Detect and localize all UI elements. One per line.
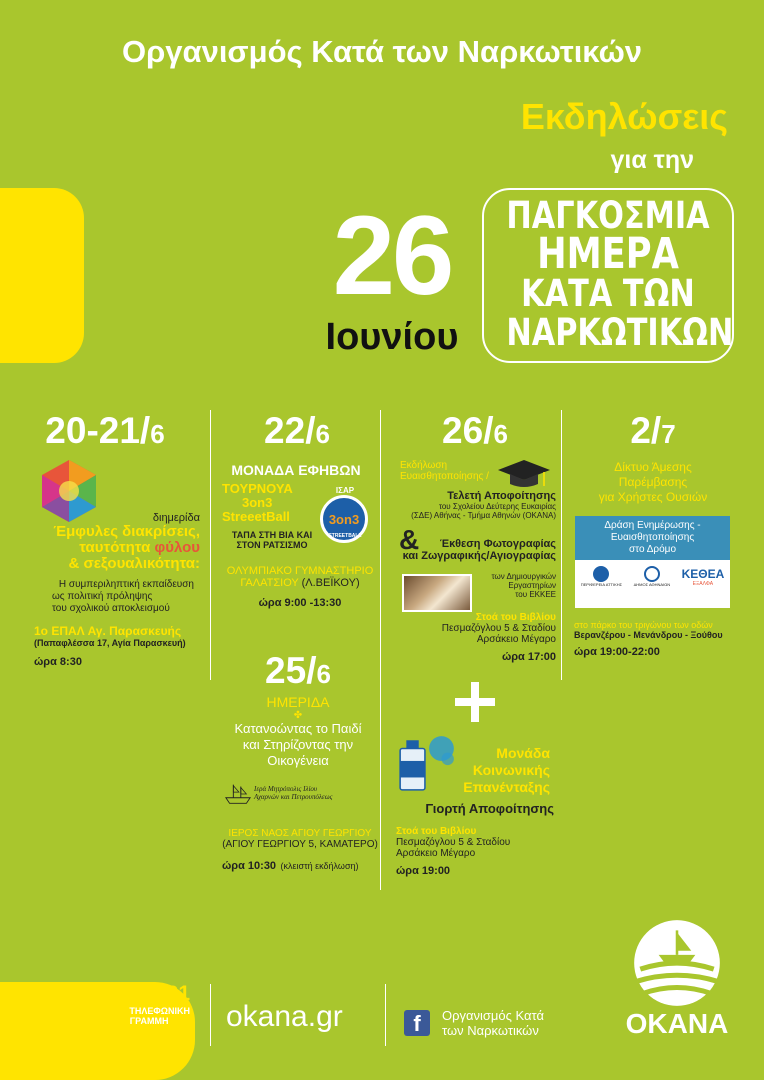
teen-unit-label: ΜΟΝΑΔΑ ΕΦΗΒΩΝ xyxy=(231,462,361,478)
facebook-page-name[interactable] xyxy=(442,1008,562,1038)
desc-line: ως πολιτική πρόληψης xyxy=(52,591,153,602)
graduation-party: Γιορτή Αποφοίτησης xyxy=(425,801,554,816)
venue-name: Στοά του Βιβλίου xyxy=(475,612,556,623)
event-type: Ευαισθητοποίησης / xyxy=(400,471,489,482)
venue-name: ΙΕΡΟΣ ΝΑΟΣ ΑΓΙΟΥ ΓΕΩΡΓΙΟΥ xyxy=(228,828,372,839)
seminar-title-line: Οικογένεια xyxy=(267,753,329,768)
slogan-line: ΣΤΟΝ ΡΑΤΣΙΣΜΟ xyxy=(236,540,308,550)
column-divider xyxy=(210,702,211,878)
action-banner xyxy=(575,516,730,560)
desc-line: Η συμπεριληπτική εκπαίδευση xyxy=(58,579,194,590)
events-heading: Εκδηλώσεις xyxy=(520,96,728,137)
event-1-details xyxy=(20,512,200,572)
event-time: ώρα 8:30 xyxy=(34,656,82,668)
world-day-box xyxy=(482,188,734,363)
column-divider xyxy=(210,410,211,680)
event-column-1 xyxy=(30,410,206,452)
event-time: ώρα 17:00 xyxy=(501,651,556,663)
region-logo xyxy=(581,566,622,587)
event-time: ώρα 9:00 -13:30 xyxy=(258,597,342,609)
network-title xyxy=(572,460,734,505)
event-1-desc xyxy=(8,579,198,615)
okana-brand: ΟΚΑΝΑ xyxy=(625,1008,729,1039)
venue-name: Στοά του Βιβλίου xyxy=(396,826,477,837)
partner-logos xyxy=(575,560,730,587)
workshop-line: του ΕΚΚΕΕ xyxy=(515,590,556,599)
ampersand-symbol: & xyxy=(399,524,420,555)
network-line: Παρέμβασης xyxy=(618,475,688,489)
hotline-label: ΓΡΑΜΜΗ SOS xyxy=(129,1016,190,1026)
event-column-2 xyxy=(222,410,372,452)
tournament-line: StreeetBall xyxy=(222,509,290,524)
event-type: διημερίδα xyxy=(152,512,200,524)
workshop-line: Εργαστηρίων xyxy=(508,581,556,590)
kethea-text: ΚΕΘΕΑ xyxy=(681,566,725,581)
sos-hotline xyxy=(104,982,190,1026)
event-date: 20-21/6 xyxy=(45,410,165,451)
event-column-2b xyxy=(218,650,378,769)
event-date: 22/6 xyxy=(264,410,330,451)
network-line: Δίκτυο Άμεσης xyxy=(614,460,692,474)
column-divider xyxy=(561,410,562,680)
event-date: 2/7 xyxy=(630,410,676,451)
reintegration-unit xyxy=(440,745,550,796)
desc-line: του σχολικού αποκλεισμού xyxy=(52,603,170,614)
facebook-line: Οργανισμός Κατά xyxy=(442,1008,545,1023)
logo-text-line: Ιερά Μητρόπολις Ιλίου xyxy=(254,785,318,793)
action-line: στο Δρόμο xyxy=(628,544,677,555)
event-2-venue xyxy=(220,565,380,609)
website-link[interactable]: okana.gr xyxy=(226,1000,343,1033)
region-emblem-icon xyxy=(593,566,609,582)
workshop-line: των Δημιουργικών xyxy=(491,572,556,581)
world-day-line: ΚΑΤΑ ΤΩΝ xyxy=(521,272,695,315)
venue-name: ΟΛΥΜΠΙΑΚΟ ΓΥΜΝΑΣΤΗΡΙΟ xyxy=(226,565,374,577)
facebook-icon[interactable]: f xyxy=(404,1010,430,1036)
unit-line: Κοινωνικής xyxy=(472,762,550,778)
athens-emblem-icon xyxy=(644,566,660,582)
event-2b-venue xyxy=(218,828,382,874)
school-line: του Σχολείου Δεύτερης Ευκαιρίας xyxy=(438,502,556,511)
event-4-venue xyxy=(574,620,734,658)
ship-icon xyxy=(224,782,252,806)
exhibition-photo xyxy=(402,574,472,612)
kethea-logo xyxy=(682,567,725,587)
big-day-number: 26 xyxy=(332,193,452,318)
venue-address: Αρσάκειο Μέγαρο xyxy=(476,634,556,645)
column-divider xyxy=(380,410,381,890)
graduation-cap-icon xyxy=(496,458,552,492)
venue-place: στο πάρκο του τριγώνου των οδών xyxy=(574,620,713,630)
badge-bottom-text: STREETBALL xyxy=(328,533,362,539)
event-type: Εκδήλωση xyxy=(400,460,448,471)
event-time: ώρα 19:00-22:00 xyxy=(574,646,660,658)
venue-address: Αρσάκειο Μέγαρο xyxy=(396,848,476,859)
event-time: ώρα 10:30 (κλειστή εκδήλωση) xyxy=(222,860,359,872)
logo-caption: ΠΕΡΙΦΕΡΕΙΑ ΑΤΤΙΚΗΣ xyxy=(580,582,623,587)
plus-icon xyxy=(455,682,495,722)
world-day-line: ΗΜΕΡΑ xyxy=(537,229,679,279)
hotline-number: 1031 xyxy=(143,982,190,1005)
event-date: 26/6 xyxy=(442,410,508,451)
venue-name: ΓΑΛΑΤΣΙΟΥ (Λ.ΒΕΪΚΟΥ) xyxy=(240,577,360,589)
action-line: Δράση Ενημέρωσης - xyxy=(604,520,701,531)
exhibition-line: Έκθεση Φωτογραφίας xyxy=(439,538,556,550)
world-day-line: ΠΑΓΚΟΣΜΙΑ xyxy=(506,194,710,237)
unit-line: Μονάδα xyxy=(496,745,550,761)
seminar-title-line: Κατανοώντας το Παιδί xyxy=(234,721,362,736)
logo-caption: ΔΗΜΟΣ ΑΘΗΝΑΙΩΝ xyxy=(633,582,671,587)
venue-streets: Βερανζέρου - Μενάνδρου - Ξούθου xyxy=(574,630,723,640)
event-time: ώρα 19:00 xyxy=(396,865,451,877)
street-action-panel xyxy=(575,516,730,608)
tournament-line: 3on3 xyxy=(242,495,273,510)
tournament-line: ΤΟΥΡΝΟΥΑ xyxy=(222,481,293,496)
event-title-line: & σεξουαλικότητα: xyxy=(68,555,200,572)
month-label: Ιουνίου xyxy=(325,316,459,358)
kethea-sub: ΕΞΑΛΦΑ xyxy=(692,580,714,587)
seminar-title-line: και Στηρίζοντας την xyxy=(242,737,354,752)
metropolis-logo-text xyxy=(254,785,374,801)
hotline-label: ΤΗΛΕΦΩΝΙΚΗ xyxy=(129,1006,190,1016)
event-type: ΗΜΕΡΙΔΑ xyxy=(266,694,330,710)
badge-top-text: ΙΣΑΡ xyxy=(335,486,355,495)
footer-divider xyxy=(210,984,211,1046)
facebook-line: των Ναρκωτικών xyxy=(442,1023,539,1038)
slogan-line: ΤΑΠΑ ΣΤΗ ΒΙΑ ΚΑΙ xyxy=(231,530,313,540)
tournament-info xyxy=(222,482,322,550)
event-column-3 xyxy=(400,410,550,452)
event-3-venue xyxy=(386,612,556,663)
yellow-accent-tab xyxy=(0,188,84,363)
for-the-text: για την xyxy=(610,146,694,174)
venue-address: (ΑΓΙΟΥ ΓΕΩΡΓΙΟΥ 5, ΚΑΜΑΤΕΡΟ) xyxy=(222,839,378,850)
streetball-badge xyxy=(320,486,370,552)
event-3-header xyxy=(400,460,500,482)
exhibition-title xyxy=(400,538,556,562)
okana-emblem-icon xyxy=(626,916,728,1008)
event-3b-venue xyxy=(396,826,556,877)
logo-text-line: Αχαρνών και Πετρουπόλεως xyxy=(254,793,333,801)
event-title-line: ταυτότητα φύλου xyxy=(79,539,200,556)
athens-logo xyxy=(634,566,671,587)
venue-name: 1ο ΕΠΑΛ Αγ. Παρασκευής xyxy=(34,624,182,638)
school-line: (ΣΔΕ) Αθήνας - Τμήμα Αθηνών (ΟΚΑΝΑ) xyxy=(411,511,556,520)
network-line: για Χρήστες Ουσιών xyxy=(598,490,708,504)
event-column-4 xyxy=(578,410,728,452)
unit-line: Επανένταξης xyxy=(463,779,550,795)
workshops-text xyxy=(470,572,556,599)
badge-main-text: 3on3 xyxy=(328,511,360,527)
event-title-line: Έμφυλες διακρίσεις, xyxy=(53,523,200,540)
event-1-venue xyxy=(34,624,206,668)
footer-divider xyxy=(385,984,386,1046)
event-date: 25/6 xyxy=(265,650,331,691)
ceremony-title: Τελετή Αποφοίτησης xyxy=(447,490,556,502)
organization-title: Οργανισμός Κατά των Ναρκωτικών xyxy=(121,34,642,69)
ornament-icon: ✤ xyxy=(293,710,303,721)
venue-address: (Παπαφλέσσα 17, Αγία Παρασκευή) xyxy=(34,638,186,648)
venue-address: Πεσμαζόγλου 5 & Σταδίου xyxy=(441,623,556,634)
world-day-line: ΝΑΡΚΩΤΙΚΩΝ xyxy=(506,311,734,354)
event-3-ceremony xyxy=(386,490,556,520)
action-line: Ευαισθητοποίησης xyxy=(610,532,695,543)
exhibition-line: και Ζωγραφικής/Αγιογραφίας xyxy=(402,550,556,562)
venue-address: Πεσμαζόγλου 5 & Σταδίου xyxy=(396,837,511,848)
